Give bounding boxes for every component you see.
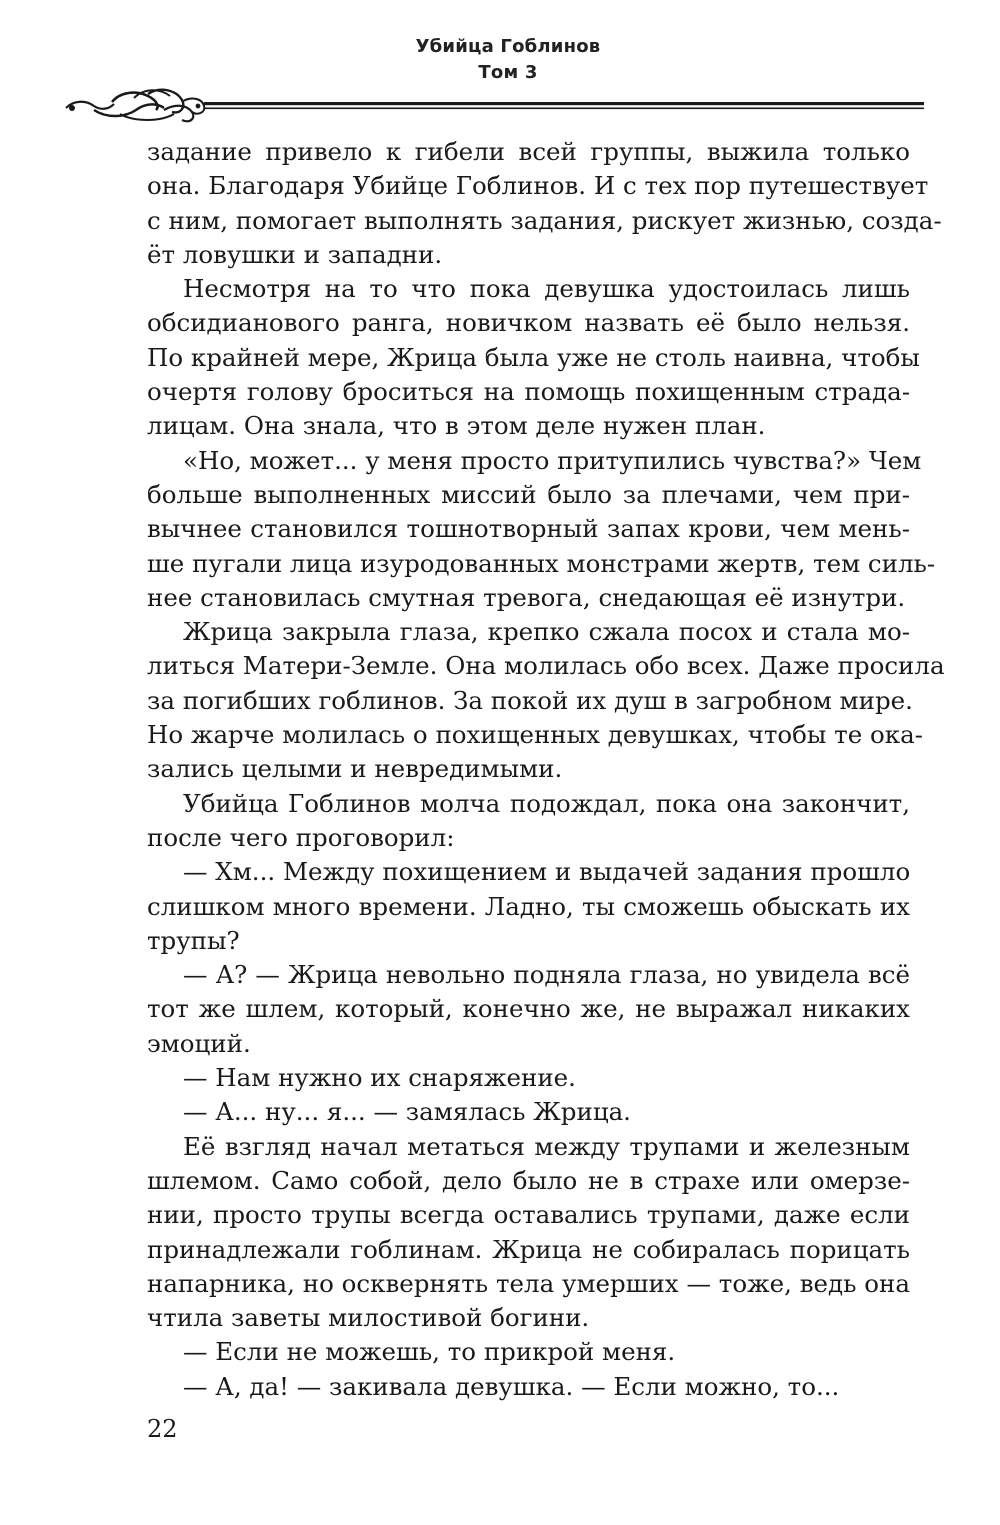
text-line: шлемом. Само собой, дело было не в страхе или омерзе- — [147, 1165, 910, 1195]
text-line: очертя голову броситься на помощь похищенным страда- — [147, 377, 910, 407]
text-line: тот же шлем, который, конечно же, не выражал никаких — [147, 994, 910, 1024]
text-line: ёт ловушки и западни. — [147, 239, 443, 269]
text-line: литься Матери-Земле. Она молилась обо всех. Даже просила — [147, 651, 945, 681]
volume-label: Том 3 — [478, 62, 538, 83]
text-line: она. Благодаря Убийце Гоблинов. И с тех пор путешествует — [147, 171, 929, 201]
text-line: ше пугали лица изуродованных монстрами жертв, тем силь- — [147, 548, 936, 578]
body-text — [147, 135, 945, 1404]
text-line: — А? — Жрица невольно подняла глаза, но увидела всё — [183, 960, 910, 990]
paragraph — [147, 135, 942, 272]
paragraph — [147, 1095, 910, 1129]
paragraph — [147, 615, 945, 786]
text-line: Но жарче молилась о похищенных девушках, чтобы те ока- — [147, 720, 923, 750]
paragraph — [147, 855, 910, 958]
paragraph — [147, 787, 910, 856]
ornament-divider — [64, 88, 924, 128]
text-line: По крайней мере, Жрица была уже не столь наивна, чтобы — [147, 342, 920, 372]
paragraph — [147, 1061, 910, 1095]
text-line: Жрица закрыла глаза, крепко сжала посох и стала мо- — [183, 617, 910, 647]
text-line: напарника, но осквернять тела умерших — тоже, ведь она — [147, 1268, 910, 1298]
text-line: принадлежали гоблинам. Жрица не собиралась порицать — [147, 1234, 910, 1264]
text-line: после чего проговорил: — [147, 822, 455, 852]
text-line: — Нам нужно их снаряжение. — [183, 1063, 576, 1093]
text-line: нее становилась смутная тревога, снедающая её изнутри. — [147, 582, 906, 612]
paragraph — [147, 444, 936, 615]
text-line: «Но, может... у меня просто притупились чувства?» Чем — [183, 445, 922, 475]
paragraph — [147, 1335, 910, 1369]
page-number: 22 — [147, 1415, 178, 1443]
text-line: слишком много времени. Ладно, ты сможешь обыскать их — [147, 891, 910, 921]
text-line: — А, да! — закивала девушка. — Если можно, то... — [183, 1371, 840, 1401]
paragraph — [147, 272, 920, 443]
text-line: — Если не можешь, то прикрой меня. — [183, 1337, 676, 1367]
text-line: за погибших гоблинов. За покой их душ в загробном мире. — [147, 685, 913, 715]
text-line: зались целыми и невредимыми. — [147, 754, 563, 784]
text-line: Убийца Гоблинов молча подождал, пока она закончит, — [183, 788, 910, 818]
text-line: с ним, помогает выполнять задания, рискует жизнью, созда- — [147, 205, 942, 235]
text-line: нии, просто трупы всегда оставались трупами, даже если — [147, 1200, 910, 1230]
text-line: трупы? — [147, 925, 240, 955]
text-line: чтила заветы милостивой богини. — [147, 1303, 590, 1333]
text-line: Её взгляд начал метаться между трупами и железным — [183, 1131, 910, 1161]
text-line: больше выполненных миссий было за плечами, чем при- — [147, 479, 910, 509]
text-line: вычнее становился тошнотворный запах крови, чем мень- — [147, 514, 910, 544]
running-head — [0, 34, 1000, 86]
text-line: — Хм... Между похищением и выдачей задания прошло — [183, 857, 911, 887]
text-line: эмоций. — [147, 1028, 251, 1058]
text-line: — А... ну... я... — замялась Жрица. — [183, 1097, 631, 1127]
book-title: Убийца Гоблинов — [415, 36, 601, 57]
paragraph — [147, 958, 910, 1061]
paragraph — [147, 1370, 910, 1404]
text-line: задание привело к гибели всей группы, выжила только — [147, 137, 910, 166]
text-line: лицам. Она знала, что в этом деле нужен план. — [147, 411, 766, 441]
paragraph — [147, 1130, 910, 1336]
text-line: обсидианового ранга, новичком назвать её было нельзя. — [147, 308, 910, 338]
text-line: Несмотря на то что пока девушка удостоилась лишь — [183, 274, 910, 304]
